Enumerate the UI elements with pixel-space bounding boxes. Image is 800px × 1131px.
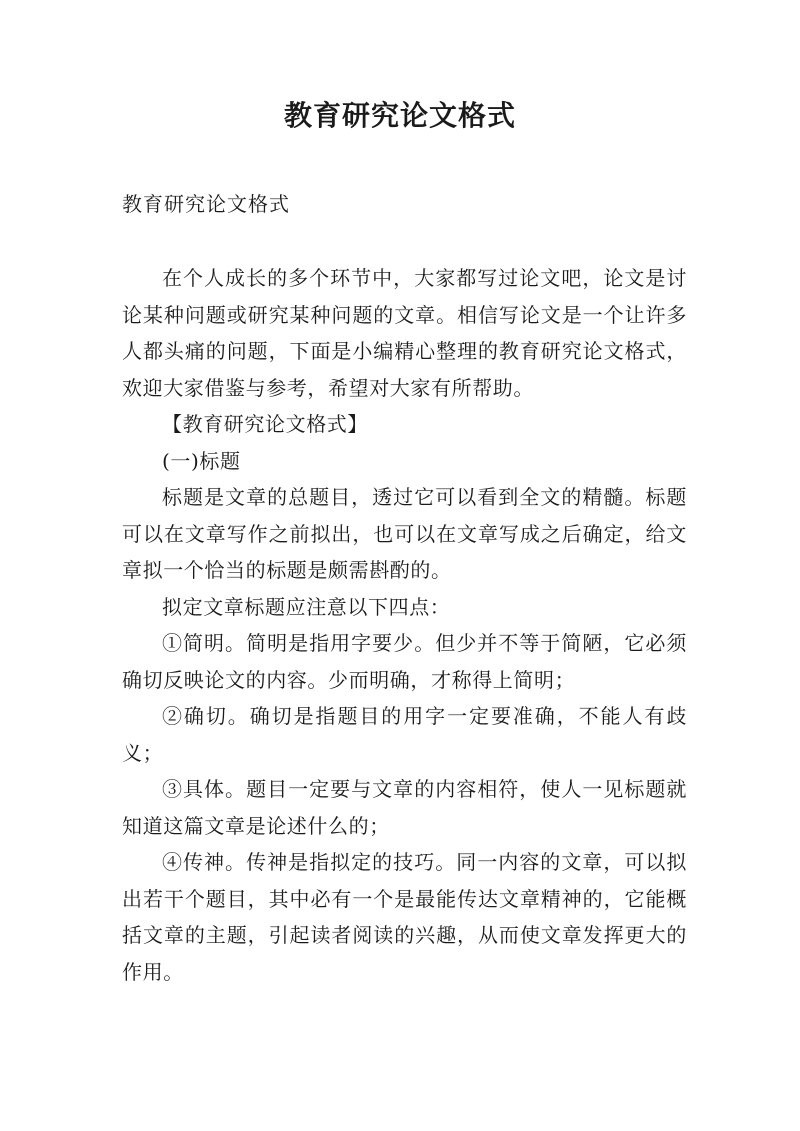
section-heading: 【教育研究论文格式】: [162, 412, 368, 436]
title-rules-intro: 拟定文章标题应注意以下四点：: [162, 594, 451, 619]
title-description-paragraph: 标题是文章的总题目，透过它可以看到全文的精髓。标题可以在文章写作之前拟出，也可以在文章写成之后确定，给文章拟一个恰当的标题是颇需斟酌的。: [122, 485, 687, 582]
rule-item-accurate: ②确切。确切是指题目的用字一定要准确，不能人有歧义；: [122, 704, 687, 765]
document-subtitle: 教育研究论文格式: [122, 192, 290, 216]
rule-item-concise: ①简明。简明是指用字要少。但少并不等于简陋，它必须确切反映论文的内容。少而明确，才称得上简明；: [122, 631, 687, 692]
document-body: [122, 260, 687, 990]
document-title: 教育研究论文格式: [283, 99, 516, 132]
rule-item-expressive: ④传神。传神是指拟定的技巧。同一内容的文章，可以拟出若干个题目，其中必有一个是最能传达文章精神的，它能概括文章的主题，引起读者阅读的兴趣，从而使文章发挥更大的作用。: [122, 850, 687, 984]
rule-item-specific: ③具体。题目一定要与文章的内容相符，使人一见标题就知道这篇文章是论述什么的；: [122, 777, 687, 838]
subsection-heading-title: (一)标题: [162, 448, 241, 473]
intro-paragraph: 在个人成长的多个环节中，大家都写过论文吧，论文是讨论某种问题或研究某种问题的文章。相信写论文是一个让许多人都头痛的问题，下面是小编精心整理的教育研究论文格式，欢迎大家借鉴与参考，希望对大家有所帮助。: [122, 266, 687, 400]
